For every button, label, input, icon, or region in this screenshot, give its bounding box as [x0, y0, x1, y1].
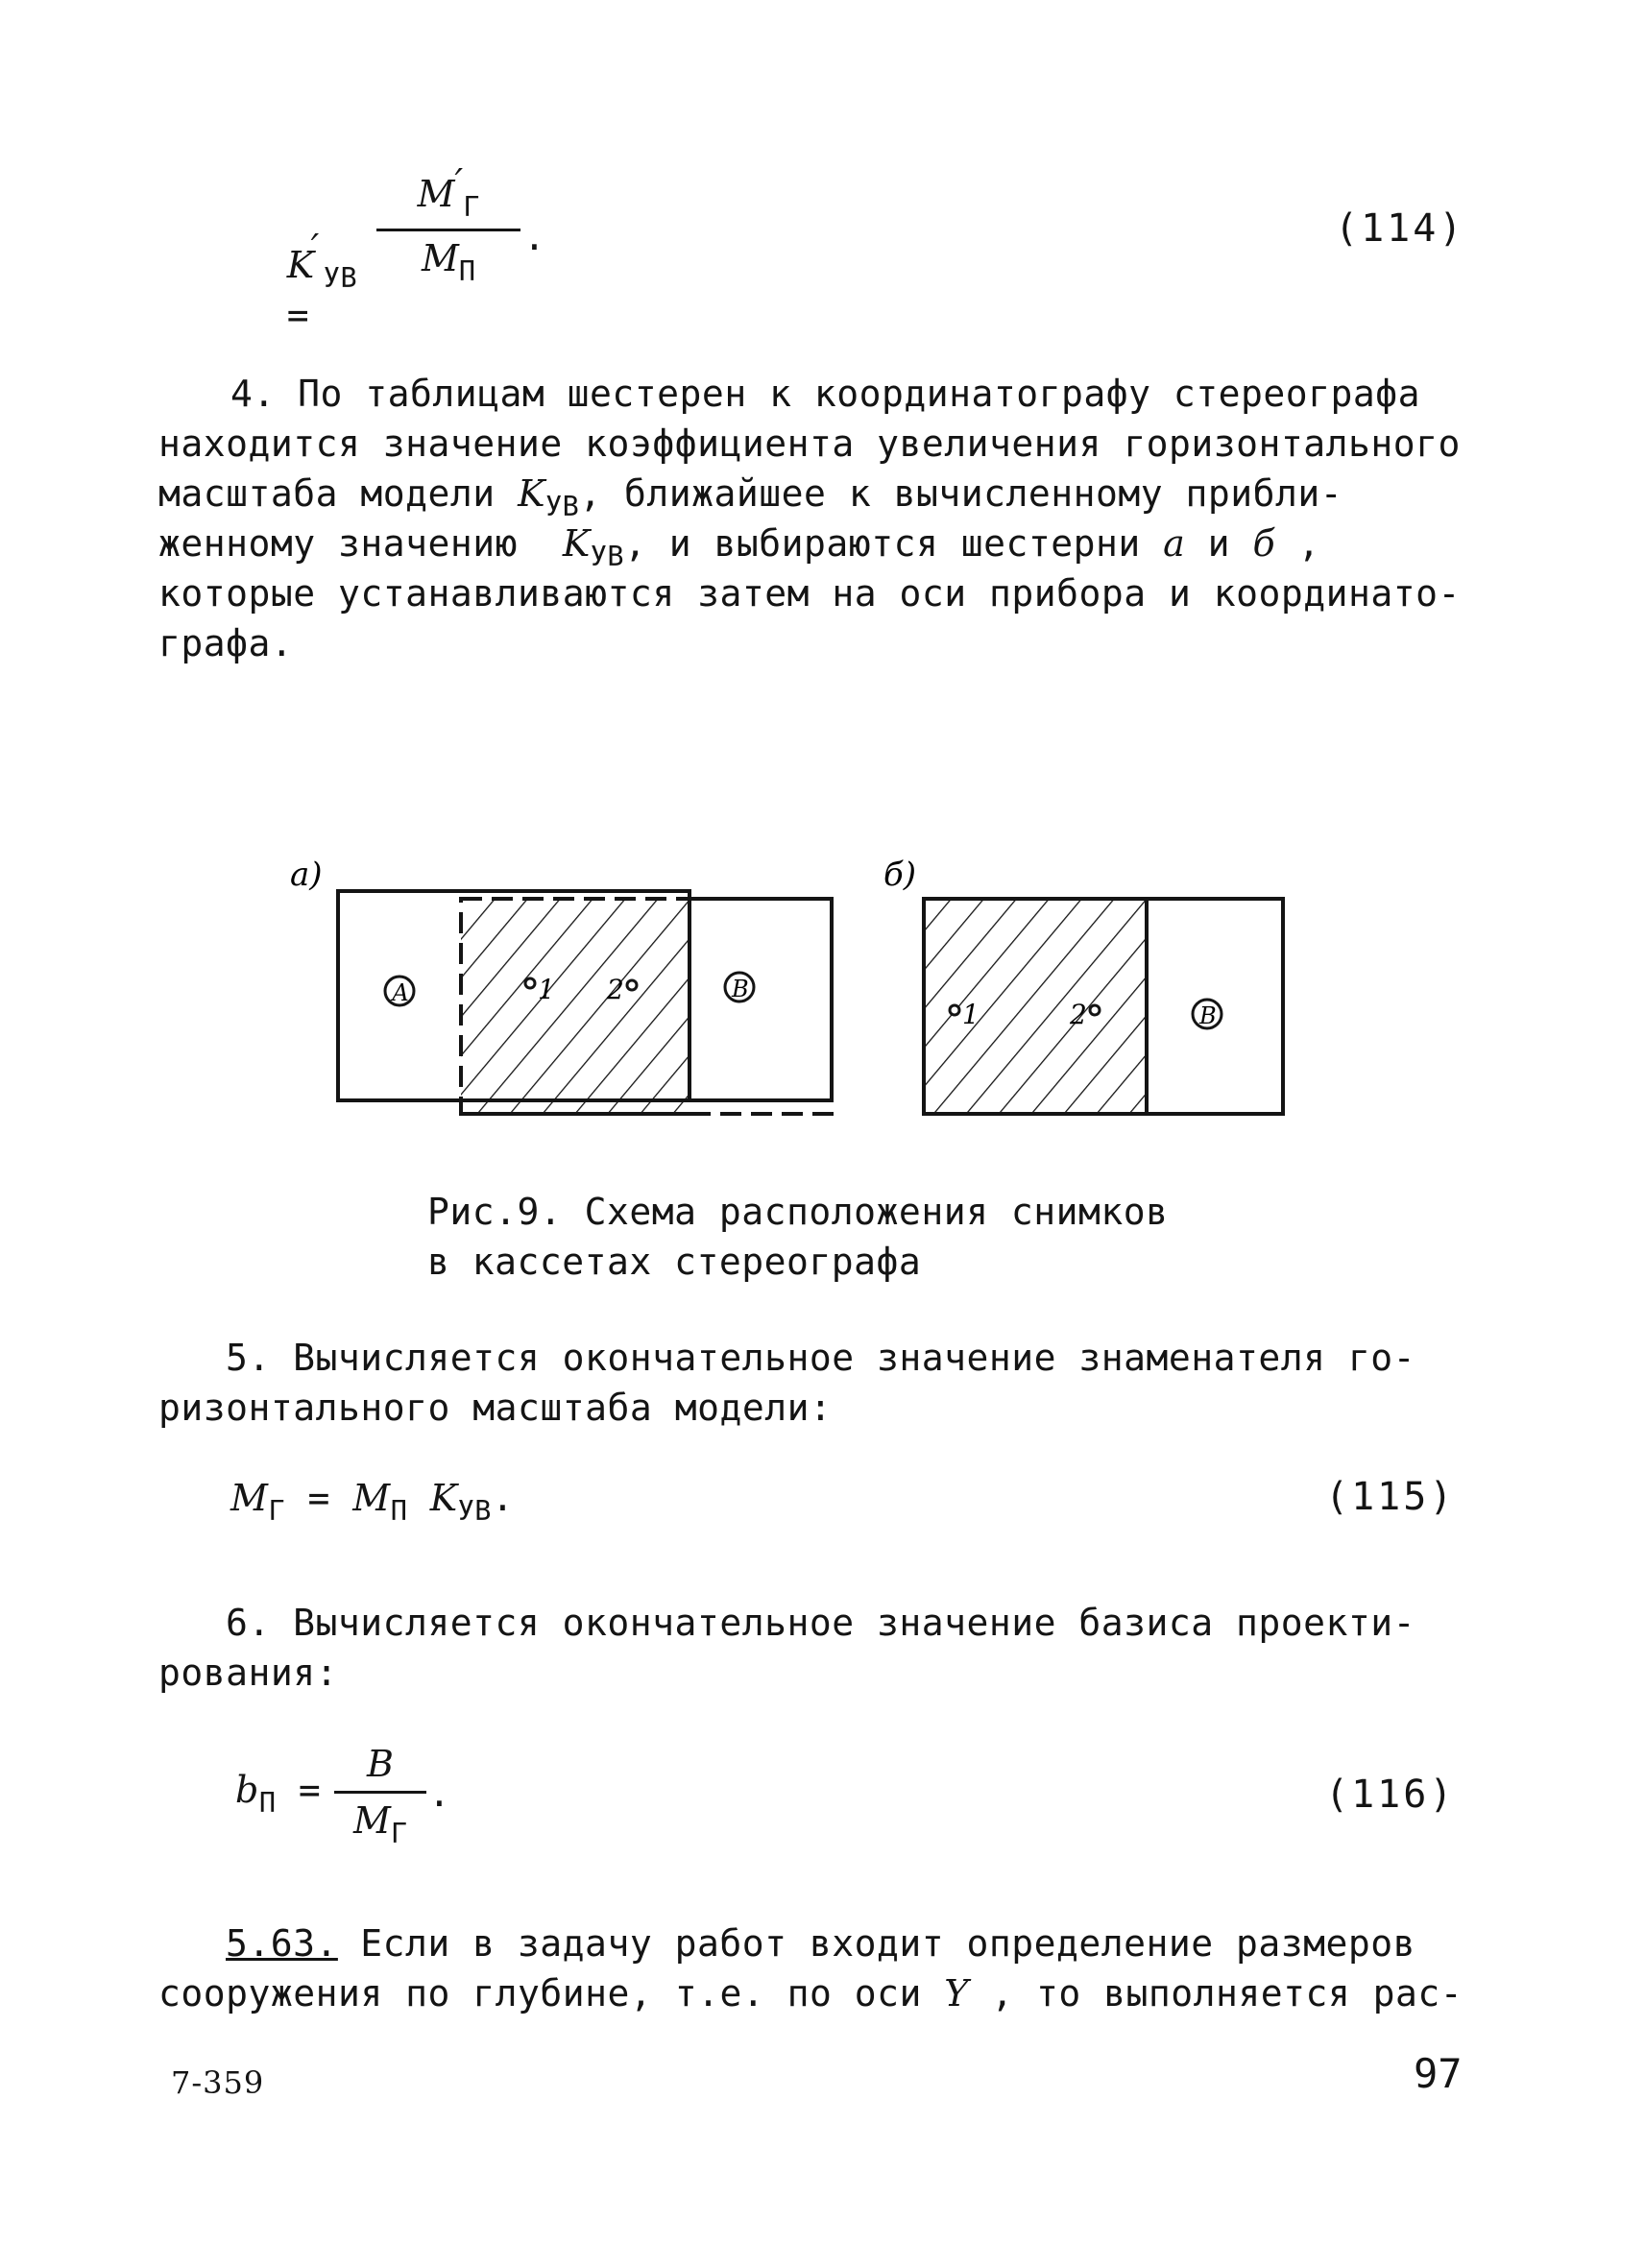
eq115-k-subscript: УВ [457, 1494, 492, 1527]
eq114-k-symbol: K [286, 244, 315, 286]
panel-b-marker-b-text: В [1199, 1002, 1217, 1029]
item4-line-6: графа. [158, 622, 294, 664]
item563-number: 5.63. [226, 1922, 338, 1965]
item563-y-axis: Y [944, 1972, 969, 2015]
figure-caption-line-1: Рис.9. Схема расположения снимков [427, 1191, 1169, 1233]
panel-a-point-2: 2 [607, 974, 624, 1005]
eq114-k-subscript: УВ [323, 261, 358, 294]
item4-k-symbol-2: K [562, 522, 591, 565]
figure-9-diagram [278, 845, 1296, 1123]
panel-a [290, 856, 832, 1114]
eq114-prime: ′ [310, 227, 320, 269]
item4-line-5: которые устанавливаются затем на оси прибора и координато- [158, 572, 1461, 615]
eq115-period: . [491, 1477, 515, 1519]
panel-a-point-1: 1 [538, 974, 555, 1005]
item6-line-1: 6. Вычисляется окончательное значение базиса проекти- [226, 1602, 1416, 1644]
eq115-equals: = [307, 1477, 330, 1519]
item4-line-2: находится значение коэффициента увеличения горизонтального [158, 422, 1461, 465]
eq116-denominator: M [352, 1799, 391, 1842]
item563-line-1-text: Если в задачу работ входит определение размеров [360, 1922, 1416, 1965]
panel-a-right-photo [689, 899, 832, 1100]
item4-line-3-rest: , ближайшее к вычисленному прибли- [579, 472, 1343, 515]
eq116-equals: = [298, 1769, 322, 1811]
eq114-equals: = [286, 293, 310, 336]
eq114-numerator-subscript: Г [463, 190, 480, 223]
item4-line-4-text: женному значению [158, 522, 519, 565]
item4-line-4-rest: , и выбираются шестерни [624, 522, 1141, 565]
panel-a-point-2-dot [627, 980, 637, 990]
eq114-fraction-bar [376, 229, 520, 231]
eq116-denominator-subscript: Г [390, 1817, 408, 1849]
panel-b-label: б) [883, 856, 917, 894]
eq114-denominator: M [421, 236, 459, 279]
item4-gear-a: а [1163, 522, 1186, 565]
item4-k-subscript-2: УВ [590, 540, 625, 572]
item563-line-2-rest: , то выполняется рас- [991, 1972, 1464, 2015]
eq115-m-g-subscript: Г [268, 1494, 286, 1527]
page-number: 97 [1414, 2050, 1463, 2097]
eq114-denominator-subscript: П [458, 254, 476, 287]
panel-a-point-1-dot [525, 978, 535, 988]
panel-b [883, 856, 1283, 1114]
item4-k-subscript: УВ [544, 490, 580, 522]
panel-b-point-2: 2 [1070, 999, 1087, 1030]
eq114-period: . [523, 216, 546, 258]
item4-line-3-text: масштаба модели [158, 472, 496, 515]
eq116-b-subscript: П [258, 1786, 277, 1819]
item5-line-1: 5. Вычисляется окончательное значение знаменателя го- [226, 1337, 1416, 1379]
eq114-lhs [242, 202, 357, 336]
item563-line-2 [158, 1972, 1463, 2015]
item4-line-3 [158, 472, 1343, 522]
panel-b-point-2-dot [1090, 1005, 1100, 1015]
eq116-lhs [235, 1769, 321, 1819]
item5-line-2: ризонтального масштаба модели: [158, 1387, 833, 1429]
eq114-numerator-prime: ′ [454, 161, 464, 204]
item4-k-symbol: K [518, 472, 545, 515]
item563-line-2-text: сооружения по глубине, т.е. по оси [158, 1972, 922, 2015]
eq115-number: (115) [1325, 1475, 1456, 1519]
eq116-fraction [334, 1743, 426, 1849]
figure-caption-line-2: в кассетах стереографа [427, 1241, 922, 1283]
eq114-fraction [376, 161, 520, 287]
panel-a-label: а) [290, 856, 323, 894]
panel-a-marker-a-text: А [392, 979, 410, 1006]
eq116-b: b [235, 1769, 259, 1811]
eq115-formula [230, 1477, 514, 1527]
item4-line-1: 4. По таблицам шестерен к координатографу стереографа [230, 373, 1421, 415]
eq116-fraction-bar [334, 1791, 426, 1794]
eq116-number: (116) [1325, 1773, 1456, 1817]
eq114-numerator: M [417, 173, 455, 215]
eq116-period: . [428, 1773, 451, 1815]
item4-comma: , [1297, 522, 1320, 565]
item4-gear-b: б [1252, 522, 1276, 565]
eq115-m-p-subscript: П [390, 1494, 408, 1527]
eq114-number: (114) [1335, 206, 1465, 251]
item563-line-1 [226, 1922, 1415, 1965]
eq115-k: K [429, 1477, 458, 1519]
eq115-m-g: M [230, 1477, 269, 1519]
eq115-m-p: M [352, 1477, 391, 1519]
panel-a-overlap-hatch [461, 899, 689, 1114]
panel-b-point-1: 1 [962, 999, 980, 1030]
item4-and: и [1207, 522, 1231, 565]
item4-line-4 [158, 522, 1320, 572]
footer-code: 7-359 [171, 2064, 265, 2101]
panel-a-marker-b-text: В [732, 976, 749, 1002]
panel-b-point-1-dot [950, 1005, 959, 1015]
item6-line-2: рования: [158, 1652, 339, 1694]
eq116-numerator: B [367, 1743, 394, 1785]
